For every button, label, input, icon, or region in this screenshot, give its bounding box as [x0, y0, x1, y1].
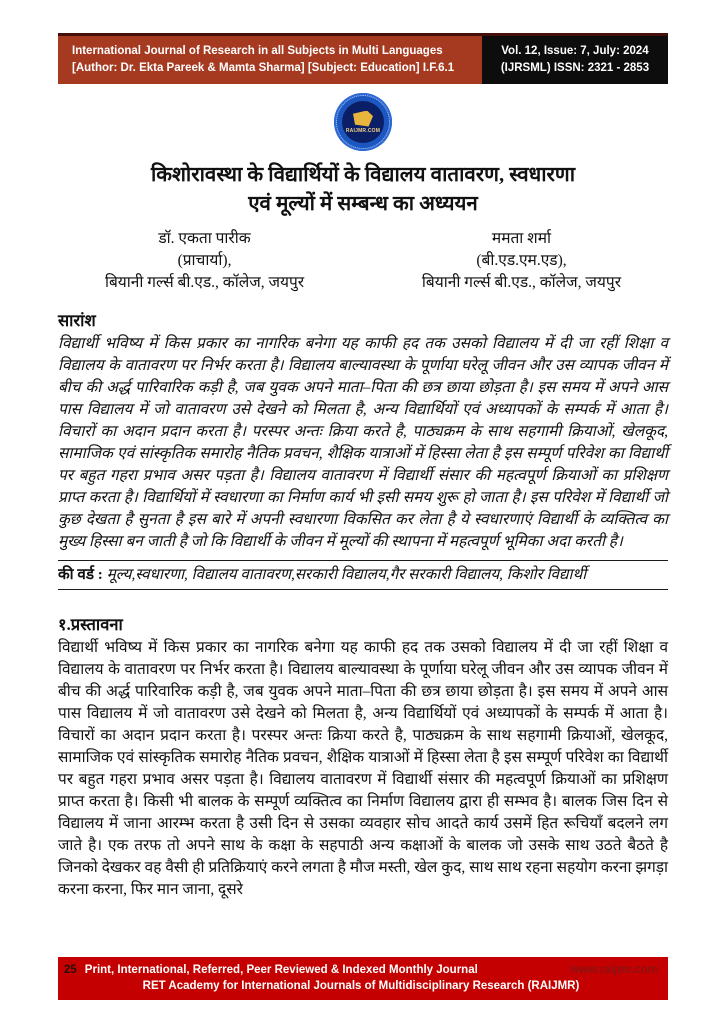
author-right-name: ममता शर्मा: [491, 230, 552, 247]
keywords-text: मूल्य,स्वधारणा, विद्यालय वातावरण,सरकारी विद्यालय,गैर सरकारी विद्यालय, किशोर विद्यार्थी: [106, 566, 587, 583]
introduction-body: विद्यार्थी भविष्य में किस प्रकार का नागरिक बनेगा यह काफी हद तक उसको विद्यालय में दी जा रहीं शिक्षा व विद्यालय के वातावरण पर निर्भर करता है। विद्यालय बाल्यावस्था के पूर्णाया घरेलू जीवन और उस व्यापक जीवन में बीच की अर्द्ध पारिवारिक कड़ी है, जब युवक अपने माता–पिता की छत्र छाया छोड़ता है। इस समय में अपने आस पास विद्यालय में जो वातावरण उसे देखने को मिलता है, अन्य विद्यार्थियों एवं अध्यापकों के सम्पर्क में आता है। विचारों का अदान प्रदान करता है। परस्पर अन्तः क्रिया करते है, पाठ्यक्रम के साथ सहगामी क्रियाओं, खेलकूद, सामाजिक एवं सांस्कृतिक समारोह नैतिक प्रवचन, शैक्षिक यात्राओं में हिस्सा लेता है इस सम्पूर्ण परिवेश का विद्यार्थी पर बहुत गहरा प्रभाव असर पड़ता है। विद्यालय वातावरण में विद्यार्थी संसार की महत्वपूर्ण क्रियाओं का प्रशिक्षण प्राप्त करता है। किसी भी बालक के सम्पूर्ण व्यक्तित्व का निर्माण विद्यालय द्वारा ही सम्भव है। बालक जिस दिन से विद्यालय में जाना आरम्भ करता है उसी दिन से उसका व्यवहार सोच आदते कार्य उसमें हित रूचियाँ बदलने लग जाते है। एक तरफ तो अपने साथ के कक्षा के सहपाठी अन्य कक्षाओं के बालक जो उसके साथ उठते बैठते है जिनको देखकर वह वैसी ही प्रतिक्रियाएं करने लगता है मौज मस्ती, खेल कुद, साथ साथ रहना सहयोग करना झगड़ा करना करना, फिर मान जाना, दूसरे: [58, 639, 668, 898]
page-number: 25: [64, 964, 77, 976]
keywords-label: की वर्ड :: [58, 566, 103, 583]
footer-academy-name: RET Academy for International Journals of Multidisciplinary Research (RAIJMR): [142, 980, 580, 992]
journal-issn: (IJRSML) ISSN: 2321 - 2853: [500, 62, 650, 74]
abstract-body: विद्यार्थी भविष्य में किस प्रकार का नागरिक बनेगा यह काफी हद तक उसको विद्यालय में दी जा रहीं शिक्षा व विद्यालय के वातावरण पर निर्भर करता है। विद्यालय बाल्यावस्था के पूर्णाया घरेलू जीवन और उस व्यापक जीवन में बीच की अर्द्ध पारिवारिक कड़ी है, जब युवक अपने माता–पिता की छत्र छाया छोड़ता है। इस समय में अपने आस पास विद्यालय में जो वातावरण उसे देखने को मिलता है, अन्य विद्यार्थियों एवं अध्यापकों के सम्पर्क में आता है। विचारों का अदान प्रदान करता है। परस्पर अन्तः क्रिया करते है, पाठ्यक्रम के साथ सहगामी क्रियाओं, खेलकूद, सामाजिक एवं सांस्कृतिक समारोह नैतिक प्रवचन, शैक्षिक यात्राओं में हिस्सा लेता है इस सम्पूर्ण परिवेश का विद्यार्थी पर बहुत गहरा प्रभाव असर पड़ता है। विद्यालय वातावरण में विद्यार्थी संसार की महत्वपूर्ण क्रियाओं का प्रशिक्षण प्राप्त करता है। विद्यार्थियों में स्वधारणा का निर्माण कार्य भी इसी समय शुरू हो जाता है। इस परिवेश में विद्यार्थी जो कुछ देखता है सुनता है इस बारे में अपनी स्वधारणा विकसित कर लेता है ये स्वधारणाएं विद्यार्थी के व्यक्तित्व का मुख्य हिस्सा बन जाती है जो कि विद्यार्थी के जीवन में मूल्यों की स्थापना में महत्वपूर्ण भूमिका अदा करती है।: [58, 335, 668, 550]
journal-volume-issue: Vol. 12, Issue: 7, July: 2024: [501, 45, 649, 57]
authors-section: [58, 228, 668, 294]
logo-container: [58, 93, 668, 151]
keywords-divider-bottom: [58, 589, 668, 590]
page-footer: [58, 957, 668, 1000]
footer-row1: [64, 962, 658, 978]
journal-header: [58, 33, 668, 84]
author-right: [381, 228, 662, 294]
author-left-role: (प्राचार्या),: [177, 252, 232, 269]
journal-header-left: [58, 36, 482, 84]
journal-header-right: [482, 36, 668, 84]
abstract-heading: सारांश: [58, 311, 96, 330]
paper-title-line2: एवं मूल्यों में सम्बन्ध का अध्ययन: [248, 193, 478, 215]
footer-journal-type: Print, International, Referred, Peer Reviewed & Indexed Monthly Journal: [84, 964, 478, 976]
journal-author-subject: [Author: Dr. Ekta Pareek & Mamta Sharma] [Subject: Education] I.F.6.1: [72, 62, 455, 74]
raijmr-logo-icon: [334, 93, 392, 151]
paper-title-line1: किशोरावस्था के विद्यार्थियों के विद्यालय वातावरण, स्वधारणा: [150, 164, 576, 186]
introduction-heading: १.प्रस्तावना: [58, 615, 123, 634]
journal-title: International Journal of Research in all Subjects in Multi Languages: [72, 45, 443, 57]
keywords-line: [58, 561, 668, 589]
logo-label: RAIJMR.COM: [345, 127, 381, 134]
author-left-name: डॉ. एकता पारीक: [158, 230, 251, 247]
footer-website-link[interactable]: www.raijmr.com: [570, 964, 658, 976]
author-left-affiliation: बियानी गर्ल्स बी.एड., कॉलेज, जयपुर: [104, 274, 305, 291]
author-right-affiliation: बियानी गर्ल्स बी.एड., कॉलेज, जयपुर: [421, 274, 622, 291]
paper-title: [58, 161, 668, 219]
author-right-role: (बी.एड.एम.एड),: [476, 252, 567, 269]
author-left: [64, 228, 345, 294]
